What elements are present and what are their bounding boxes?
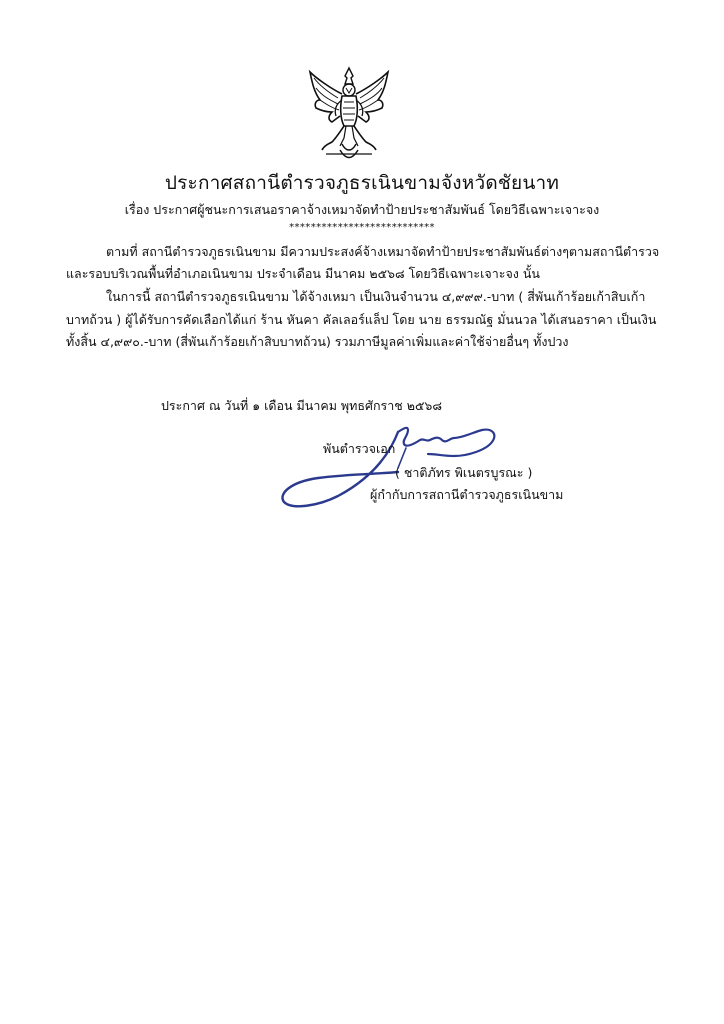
garuda-emblem-icon [306, 66, 392, 160]
signer-rank: พันตำรวจเอก [323, 441, 396, 456]
signer-position: ผู้กำกับการสถานีตำรวจภูธรเนินขาม [370, 487, 564, 502]
subject-line: เรื่อง ประกาศผู้ชนะการเสนอราคาจ้างเหมาจัดทำป้ายประชาสัมพันธ์ โดยวิธีเฉพาะเจาะจง [124, 202, 600, 217]
page-title: ประกาศสถานีตำรวจภูธรเนินขามจังหวัดชัยนาท [164, 172, 560, 194]
body-paragraph-2-line-2: บาทถ้วน ) ผู้ได้รับการคัดเลือกได้แก่ ร้าน หันคา คัลเลอร์แล็ป โดย นาย ธรรมณัฐ มั่นนวล ได้เสนอราคา เป็นเงิน [66, 312, 657, 327]
body-paragraph-1-line-2: และรอบบริเวณพื้นที่อำเภอเนินขาม ประจำเดือน มีนาคม ๒๕๖๘ โดยวิธีเฉพาะเจาะจง นั้น [66, 266, 540, 281]
signer-name: ( ชาติภัทร พิเนตรบูรณะ ) [395, 465, 533, 480]
body-paragraph-1-line-1: ตามที่ สถานีตำรวจภูธรเนินขาม มีความประสงค์จ้างเหมาจัดทำป้ายประชาสัมพันธ์ต่างๆตามสถานีตำรวจ [106, 244, 660, 259]
announcement-date: ประกาศ ณ วันที่ ๑ เดือน มีนาคม พุทธศักราช ๒๕๖๘ [161, 398, 442, 413]
body-paragraph-2-line-1: ในการนี้ สถานีตำรวจภูธรเนินขาม ได้จ้างเหมา เป็นเงินจำนวน ๔,๙๙๙.-บาท ( สี่พันเก้าร้อยเก้าสิบเก้า [106, 289, 646, 304]
separator-line: *************************** [289, 222, 435, 233]
body-paragraph-2-line-3: ทั้งสิ้น ๔,๙๙๐.-บาท (สี่พันเก้าร้อยเก้าสิบบาทถ้วน) รวมภาษีมูลค่าเพิ่มและค่าใช้จ่ายอื่นๆ ทั้งปวง [66, 334, 569, 349]
